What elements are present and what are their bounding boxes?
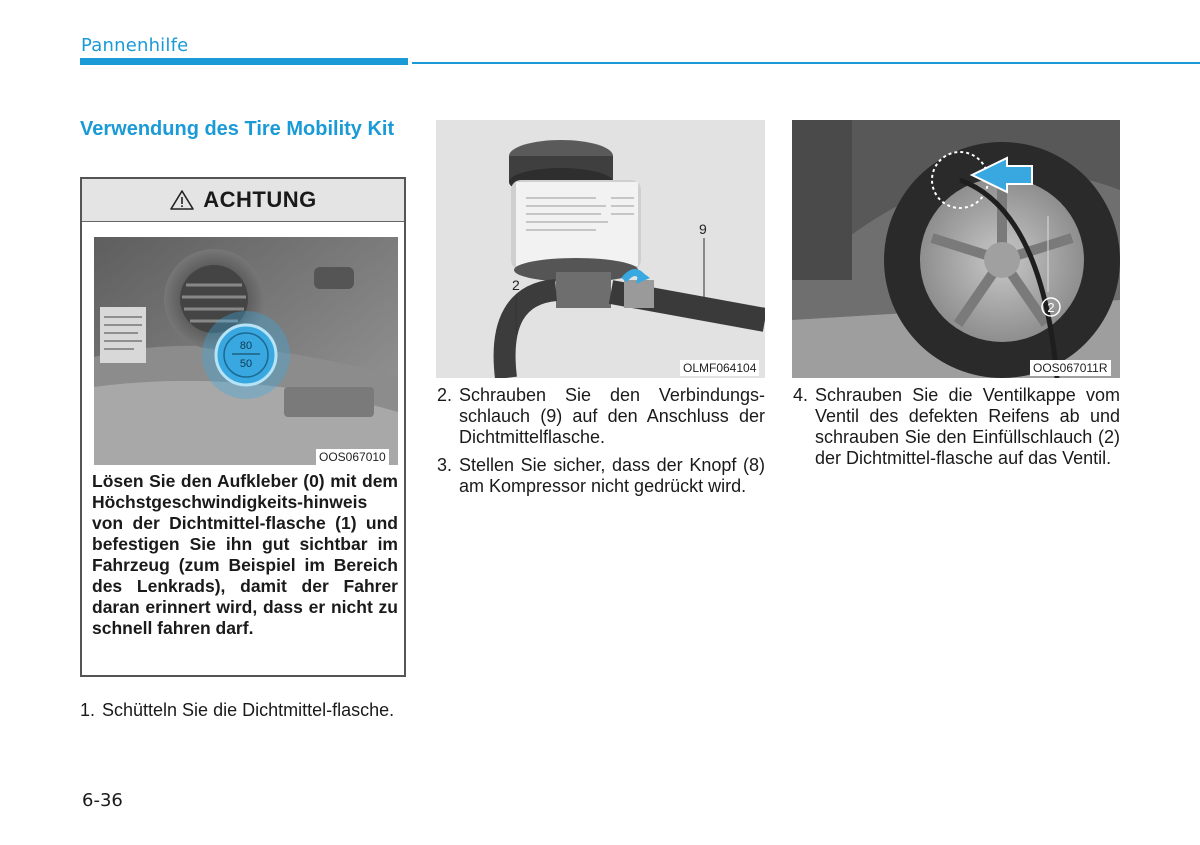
page-number: 6-36	[82, 790, 123, 811]
tire-valve-image	[792, 120, 1120, 378]
step-number: 3.	[437, 455, 453, 475]
gauge-value-50: 50	[239, 358, 253, 370]
warning-text: Lösen Sie den Aufkleber (0) mit dem Höchstgeschwindigkeits-hinweis von der Dichtmittel-flasche (1) und befestigen Sie ihn gut sichtbar im Fahrzeug (zum Beispiel im Bereich des Lenkrads), damit der Fahrer daran erinnert wird, dass er nicht zu schnell fahren darf.	[92, 471, 398, 638]
step-item	[793, 385, 1120, 469]
gauge-value-80: 80	[239, 340, 253, 352]
image-code-oos067011r: OOS067011R	[1030, 360, 1111, 376]
header-rule-thick	[80, 58, 408, 65]
warning-triangle-icon	[169, 189, 195, 211]
warning-box	[80, 177, 406, 677]
step-text: Stellen Sie sicher, dass der Knopf (8) am Kompressor nicht gedrückt wird.	[459, 455, 765, 496]
header-rule-thin	[412, 62, 1200, 64]
dashboard-sticker-image	[94, 237, 398, 465]
step-item	[80, 700, 408, 721]
warning-label: ACHTUNG	[203, 187, 317, 212]
step-text: Schütteln Sie die Dichtmittel-flasche.	[102, 700, 395, 720]
steps-column-3	[793, 385, 1120, 476]
step-number: 1.	[80, 700, 96, 720]
section-header: Pannenhilfe	[81, 35, 189, 56]
image-code-oos067010: OOS067010	[316, 449, 389, 465]
step-number: 4.	[793, 385, 809, 405]
warning-header	[82, 179, 404, 222]
step-item	[437, 385, 765, 448]
section-title: Verwendung des Tire Mobility Kit	[80, 118, 395, 140]
step-number: 2.	[437, 385, 453, 405]
step-text: Schrauben Sie den Verbindungs-schlauch (9) auf den Anschluss der Dichtmittelflasche.	[459, 385, 765, 447]
step-item	[437, 455, 765, 497]
callout-2-tire: 2	[1047, 300, 1055, 315]
steps-column-1	[80, 700, 408, 728]
steps-column-2	[437, 385, 765, 504]
sealant-bottle-image	[436, 120, 765, 378]
step-text: Schrauben Sie die Ventilkappe vom Ventil des defekten Reifens ab und schrauben Sie den Einfüllschlauch (2) der Dichtmittel-flasche auf das Ventil.	[815, 385, 1120, 468]
callout-2: 2	[512, 277, 520, 293]
callout-9: 9	[699, 221, 707, 237]
image-code-olmf064104: OLMF064104	[680, 360, 759, 376]
